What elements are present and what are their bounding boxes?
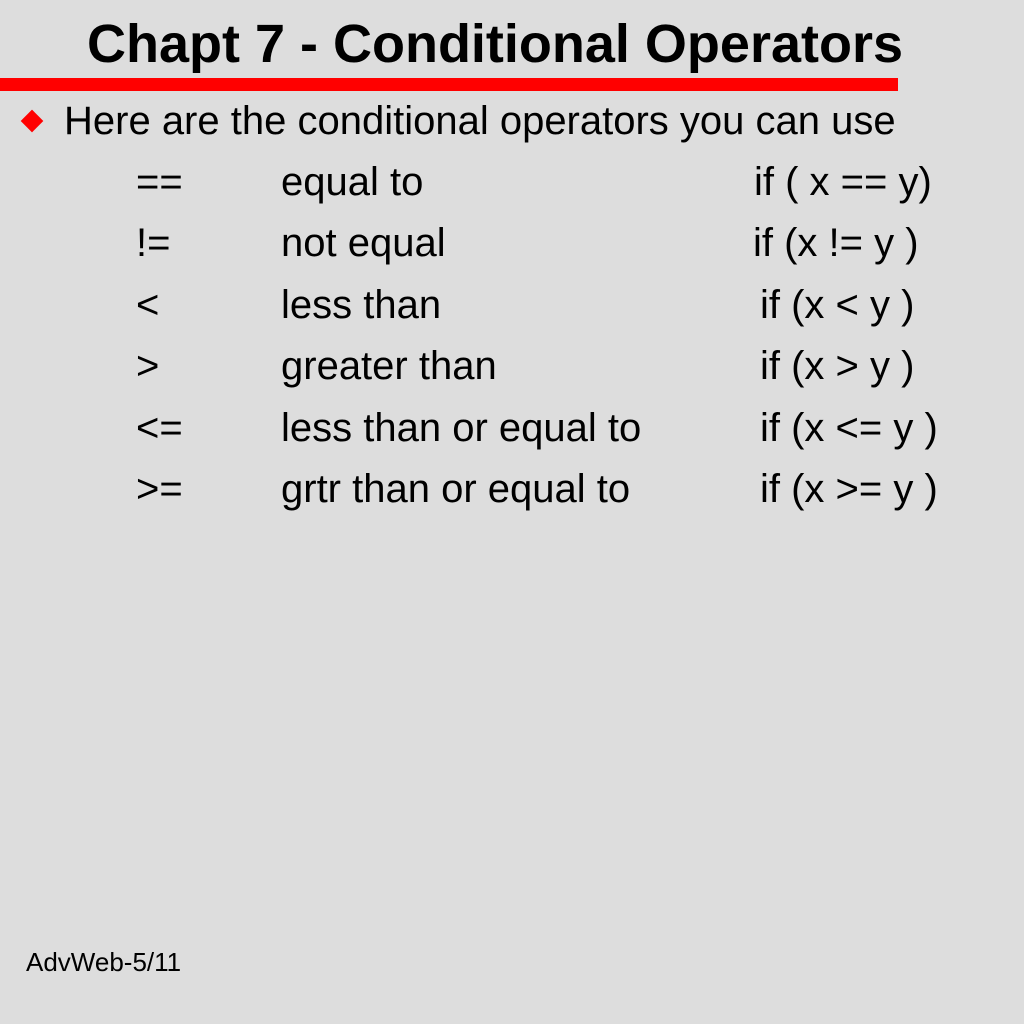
operator-example: if (x > y ) (760, 344, 915, 388)
title-underline (0, 78, 898, 91)
operator-description: less than or equal to (281, 406, 642, 450)
operator-symbol: >= (136, 467, 183, 511)
bullet-point (0, 96, 1000, 146)
operator-example: if (x != y ) (753, 221, 919, 265)
operator-symbol: > (136, 344, 160, 388)
operator-row-not-equal (0, 218, 1000, 268)
operator-row-greater-than (0, 341, 1000, 391)
diamond-bullet-icon (21, 110, 44, 133)
slide-footer: AdvWeb-5/11 (26, 947, 182, 977)
operator-row-less-than (0, 280, 1000, 330)
operator-row-greater-equal (0, 464, 1000, 514)
operator-row-equal (0, 157, 1000, 207)
operator-description: equal to (281, 160, 424, 204)
operator-example: if (x >= y ) (760, 467, 938, 511)
operator-row-less-equal (0, 403, 1000, 453)
operator-description: greater than (281, 344, 497, 388)
operator-example: if ( x == y) (754, 160, 932, 204)
operator-symbol: != (136, 221, 171, 265)
operator-symbol: == (136, 160, 183, 204)
slide-title: Chapt 7 - Conditional Operators (86, 14, 904, 74)
operator-description: grtr than or equal to (281, 467, 631, 511)
operator-example: if (x <= y ) (760, 406, 938, 450)
operator-symbol: < (136, 283, 160, 327)
operator-description: not equal (281, 221, 446, 265)
operator-example: if (x < y ) (760, 283, 915, 327)
operator-symbol: <= (136, 406, 183, 450)
bullet-text: Here are the conditional operators you can use (64, 99, 896, 143)
operator-description: less than (281, 283, 442, 327)
